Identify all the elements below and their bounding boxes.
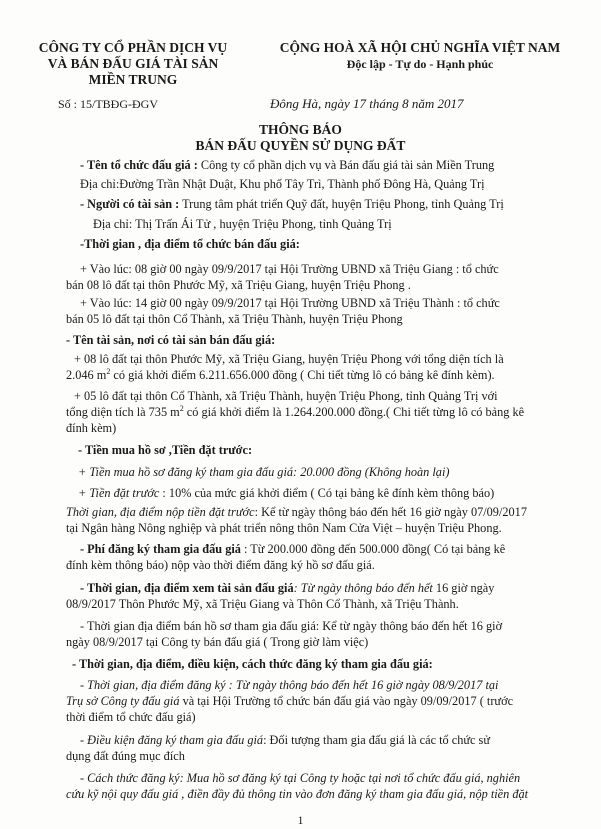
owner-value: Trung tâm phát triển Quỹ đất, huyện Triệu Phong, tỉnh Quảng Trị bbox=[179, 197, 504, 211]
view-label: - Thời gian, địa điểm xem tài sản đấu giá bbox=[80, 581, 294, 595]
org-line-1: CÔNG TY CỔ PHẦN DỊCH VỤ bbox=[38, 40, 228, 55]
cond-1-value: : Từ ngày thông báo đến hết 16 giờ ngày 08/9/2017 tại bbox=[225, 678, 499, 692]
cond-1-hall: và tại Hội Trường tổ chức bán đấu giá vào ngày 09/09/2017 ( trước bbox=[179, 694, 514, 708]
org-line bbox=[80, 158, 580, 173]
cond-3-value: : Mua hồ sơ đăng ký tại Công ty hoặc tại nơi tổ chức đấu giá, nghiên bbox=[179, 771, 521, 785]
document-date: Đông Hà, ngày 17 tháng 8 năm 2017 bbox=[270, 96, 464, 111]
asset-1-price: có giá khởi điểm 6.211.656.000 đồng ( Chi tiết từng lô có bảng kê đính kèm). bbox=[110, 368, 495, 382]
cond-1-office: Trụ sở Công ty đấu giá bbox=[66, 694, 180, 708]
owner-line bbox=[80, 197, 580, 212]
cond-1-line-2 bbox=[66, 694, 566, 709]
reg-fee-label: - Phí đăng ký tham gia đấu giá bbox=[80, 542, 241, 556]
session-2-line-1: + Vào lúc: 14 giờ 00 ngày 09/9/2017 tại Hội Trường UBND xã Triệu Thành : tổ chức bbox=[80, 296, 500, 310]
document-reference: Số : 15/TBĐG-ĐGV bbox=[58, 97, 159, 111]
document-title: THÔNG BÁO bbox=[259, 122, 342, 137]
org-address: Địa chỉ:Đường Trần Nhật Duật, Khu phố Tây Trì, Thành phố Đông Hà, Quảng Trị bbox=[80, 177, 485, 191]
cond-2-label: - Điều kiện đăng ký tham gia đấu giá bbox=[80, 733, 264, 747]
deposit-value: : 10% của mức giá khởi điểm ( Có tại bảng kê đính kèm thông báo) bbox=[159, 486, 495, 500]
national-motto: Độc lập - Tự do - Hạnh phúc bbox=[346, 57, 494, 71]
asset-2-line-2 bbox=[66, 405, 566, 420]
sell-line-2: ngày 08/9/2017 tại Công ty bán đấu giá ( Trong giờ làm việc) bbox=[66, 635, 369, 649]
asset-1-line-1: + 08 lô đất tại thôn Phước Mỹ, xã Triệu Giang, huyện Triệu Phong với tổng diện tích là bbox=[74, 352, 504, 366]
deposit-time-value: : Kể từ ngày thông báo đến hết 16 giờ ngày 07/09/2017 bbox=[254, 505, 527, 519]
view-value: 16 giờ ngày bbox=[432, 581, 495, 595]
national-header bbox=[262, 40, 578, 72]
time-place-heading: -Thời gian , địa điểm tổ chức bán đấu giá: bbox=[80, 237, 300, 251]
asset-2-area: tổng diện tích là 735 m bbox=[66, 405, 180, 419]
cond-1-label: - Thời gian, địa điểm đăng ký bbox=[80, 678, 226, 692]
org-line-3: MIỀN TRUNG bbox=[88, 72, 178, 87]
dossier-fee: + Tiền mua hồ sơ đăng ký tham gia đấu giá: 20.000 đồng (Không hoàn lại) bbox=[78, 465, 450, 479]
owner-address: Địa chỉ: Thị Trấn Ái Tử , huyện Triệu Phong, tỉnh Quảng Trị bbox=[93, 217, 392, 231]
asset-1-area-sup: 2 bbox=[106, 366, 111, 376]
asset-1-line-2 bbox=[66, 368, 566, 383]
cond-2-line-1 bbox=[80, 733, 580, 748]
sell-line-1: - Thời gian địa điểm bán hồ sơ tham gia đấu giá: Kể từ ngày thông báo đến hết 16 giờ bbox=[80, 619, 503, 633]
reg-fee-line-1 bbox=[80, 542, 580, 557]
cond-2-value: : Đối tượng tham gia đấu giá là các tổ chức sử bbox=[263, 733, 491, 747]
view-line-2: 08/9/2017 Thôn Phước Mỹ, xã Triệu Giang và Thôn Cổ Thành, xã Triệu Thành. bbox=[66, 597, 459, 611]
asset-2-price: có giá khởi điểm là 1.264.200.000 đồng.( Chi tiết từng lô có bảng kê bbox=[183, 405, 525, 419]
org-line-2: VÀ BÁN ĐẤU GIÁ TÀI SẢN bbox=[47, 56, 219, 71]
view-line-1 bbox=[80, 581, 580, 596]
cond-3-line-2: cứu kỹ nội quy đấu giá , điền đầy đủ thông tin vào đơn đăng ký tham gia đấu giá, nộp tiền đặt bbox=[66, 787, 529, 801]
cond-1-line-1 bbox=[80, 678, 580, 693]
cond-3-line-1 bbox=[80, 771, 580, 786]
cond-2-line-2: dụng đất đúng mục đích bbox=[66, 749, 185, 763]
session-2-line-2: bán 05 lô đất tại thôn Cổ Thành, xã Triệu Thành, huyện Triệu Phong bbox=[66, 312, 403, 326]
reg-fee-value: : Từ 200.000 đồng đến 500.000 đồng( Có tại bảng kê bbox=[240, 542, 506, 556]
session-1-line-1: + Vào lúc: 08 giờ 00 ngày 09/9/2017 tại Hội Trường UBND xã Triệu Giang : tổ chức bbox=[80, 262, 499, 276]
deposit-line bbox=[78, 486, 578, 501]
conditions-heading: - Thời gian, địa điểm, điều kiện, cách thức đăng ký tham gia đấu giá: bbox=[72, 657, 433, 671]
deposit-label: + Tiền đặt trước bbox=[78, 486, 160, 500]
view-value-italic: : Từ ngày thông báo đến hết bbox=[293, 581, 433, 595]
cond-3-label: - Cách thức đăng ký bbox=[80, 771, 180, 785]
asset-2-area-sup: 2 bbox=[179, 403, 184, 413]
nation-title: CỘNG HOÀ XÃ HỘI CHỦ NGHĨA VIỆT NAM bbox=[279, 40, 561, 55]
cond-1-line-3: thời điểm tổ chức đấu giá) bbox=[66, 710, 196, 724]
asset-heading: - Tên tài sản, nơi có tài sản bán đấu giá: bbox=[66, 333, 276, 347]
fee-heading: - Tiền mua hồ sơ ,Tiền đặt trước: bbox=[78, 443, 253, 457]
org-value: Công ty cổ phần dịch vụ và Bán đấu giá tài sản Miền Trung bbox=[197, 158, 495, 172]
document-subtitle: BÁN ĐẤU QUYỀN SỬ DỤNG ĐẤT bbox=[195, 138, 406, 153]
reg-fee-line-2: đính kèm thông báo) nộp vào thời điểm đăng ký hồ sơ đấu giá. bbox=[66, 558, 375, 572]
deposit-time-line-1 bbox=[66, 505, 566, 520]
organization-header bbox=[38, 40, 228, 88]
asset-2-line-3: đính kèm) bbox=[66, 421, 117, 435]
asset-1-area: 2.046 m bbox=[66, 368, 107, 382]
session-1-line-2: bán 08 lô đất tại thôn Phước Mỹ, xã Triệu Giang, huyện Triệu Phong . bbox=[66, 278, 411, 292]
deposit-time-line-2: tại Ngân hàng Nông nghiệp và phát triển nông thôn Nam Cửa Việt – huyện Triệu Phong. bbox=[66, 521, 502, 535]
org-label: - Tên tổ chức đấu giá : bbox=[80, 158, 198, 172]
deposit-time-label: Thời gian, địa điểm nộp tiền đặt trước bbox=[66, 505, 255, 519]
page-number: 1 bbox=[297, 813, 304, 827]
asset-2-line-1: + 05 lô đất tại thôn Cổ Thành, xã Triệu Thành, huyện Triệu Phong, tỉnh Quảng Trị với bbox=[74, 389, 498, 403]
owner-label: - Người có tài sản : bbox=[80, 197, 180, 211]
